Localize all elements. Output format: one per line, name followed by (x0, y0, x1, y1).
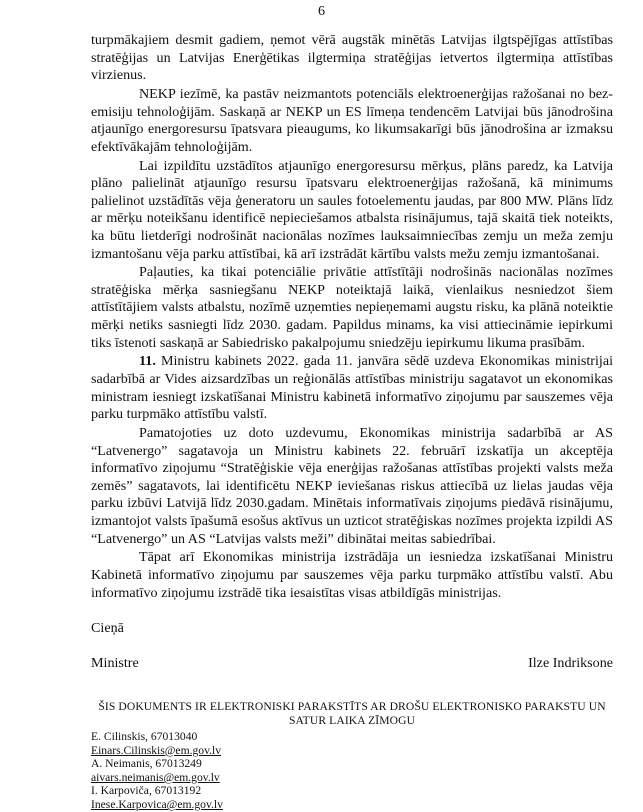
electronic-signature-notice (91, 700, 613, 728)
contact-name-phone: I. Karpoviča, 67013192 (91, 784, 202, 798)
page-number: 6 (318, 4, 325, 19)
paragraph-targets: Lai izpildītu uzstādītos atjaunīgo energoresursu mērķus, plāns paredz, ka Latvija plāno palielināt atjaunīgo resursu īpatsvaru elektroenerģijas ražošanā, kā minimums palielinot uzstādītās vēja ģeneratoru un saules fotoelementu jaudas, par 800 MW. Plāns līdz ar mērķu noteikšanu identificē nepieciešamos atbalsta risinājumus, tajā skaitā tiek noteikts, ka būtu lietderīgi nodrošināt nacionālas nozīmes lauksaimniecības zemju un meža zemju izmantošanu vēja parku attīstībai, kā arī izstrādāt kārtību valsts mežu zemju izmantošanai. (91, 157, 613, 262)
stamp-line-1: ŠIS DOKUMENTS IR ELEKTRONISKI PARAKSTĪTS AR DROŠU ELEKTRONISKO PARAKSTU UN (98, 700, 606, 713)
document-body (91, 32, 613, 603)
signature-row (91, 655, 613, 672)
item-11-text: Ministru kabinets 2022. gada 11. janvāra sēdē uzdeva Ekonomikas ministrijai sadarbībā ar Vides aizsardzības un reģionālās attīstības ministriju sagatavot un ekonomikas ministram iesniegt izskatīšanai Ministru kabinetā informatīvo ziņojumu par sauszemes vēja parku turpmāko attīstību valstī. (91, 353, 613, 423)
signer-title: Ministre (91, 655, 139, 671)
contact-list (91, 730, 223, 812)
contact-email-link[interactable]: aivars.neimanis@em.gov.lv (91, 770, 220, 784)
salutation: Cieņā (91, 620, 124, 636)
signer-name: Ilze Indriksone (528, 655, 613, 671)
item-number: 11. (139, 353, 156, 370)
paragraph-continuation: turpmākajiem desmit gadiem, ņemot vērā augstāk minētās Latvijas ilgtspējīgas attīstības stratēģijas un Latvijas Enerģētikas ilgtermiņa stratēģijas ietvertos ilgtermiņa attīstības virzienus. (91, 32, 613, 84)
contact-name-phone: E. Cilinskis, 67013040 (91, 730, 198, 743)
contact-email-link[interactable]: Einars.Cilinskis@em.gov.lv (91, 743, 222, 757)
contact-email-link[interactable]: Inese.Karpovica@em.gov.lv (91, 797, 223, 811)
paragraph-latvenergo-report: Pamatojoties uz doto uzdevumu, Ekonomikas ministrija sadarbībā ar AS “Latvenergo” sagatavoja un Ministru kabinets 22. februārī izskatīja un akceptēja informatīvo ziņojumu “Stratēģiskie vēja enerģijas ražošanas attīstības projekti valsts meža zemēs” sagatavots, lai identificētu NEKP ieviešanas riskus attiecībā uz lielas jaudas vēja parku izbūvi Latvijā līdz 2030.gadam. Minētais informatīvais ziņojums piedāvā risinājumu, izmantojot valsts īpašumā esošus aktīvus un uzticot stratēģiskas nozīmes projekta izpildi AS “Latvenergo” un AS “Latvijas valsts meži” dibinātai meitas sabiedrībai. (91, 425, 613, 547)
contact-name-phone: A. Neimanis, 67013249 (91, 757, 202, 771)
paragraph-ministry-report: Tāpat arī Ekonomikas ministrija izstrādāja un iesniedza izskatīšanai Ministru Kabinetā informatīvo ziņojumu par sauszemes vēja parku turpmāko attīstību valstī. Abu informatīvo ziņojumu izstrādē tika iesaistītas visas atbildīgās ministrijas. (91, 549, 613, 601)
stamp-line-2: SATUR LAIKA ZĪMOGU (288, 714, 416, 727)
paragraph-item-11 (91, 353, 613, 423)
paragraph-nekp-potential: NEKP iezīmē, ka pastāv neizmantots potenciāls elektroenerģijas ražošanai no bez-emisiju tehnoloģijām. Saskaņā ar NEKP un ES līmeņa tendencēm Latvijai būs jānodrošina atjaunīgo energoresursu īpatsvara pieaugums, ko likumsakarīgi būs jānodrošina ar izmaksu efektīvākajām tehnoloģijām. (91, 85, 613, 155)
paragraph-risk: Paļauties, ka tikai potenciālie privātie attīstītāji nodrošinās nacionālas nozīmes stratēģiska mērķa sasniegšanu NEKP noteiktajā laikā, vienlaikus nesniedzot šiem attīstītājiem valsts atbalstu, nozīmē uzņemties nepieņemami augstu risku, ka plānā noteiktie mērķi netiks sasniegti līdz 2030. gadam. Papildus minams, ka visi attiecināmie iepirkumi tiks īstenoti saskaņā ar Sabiedrisko pakalpojumu sniedzēju iepirkumu likuma prasībām. (91, 264, 613, 351)
